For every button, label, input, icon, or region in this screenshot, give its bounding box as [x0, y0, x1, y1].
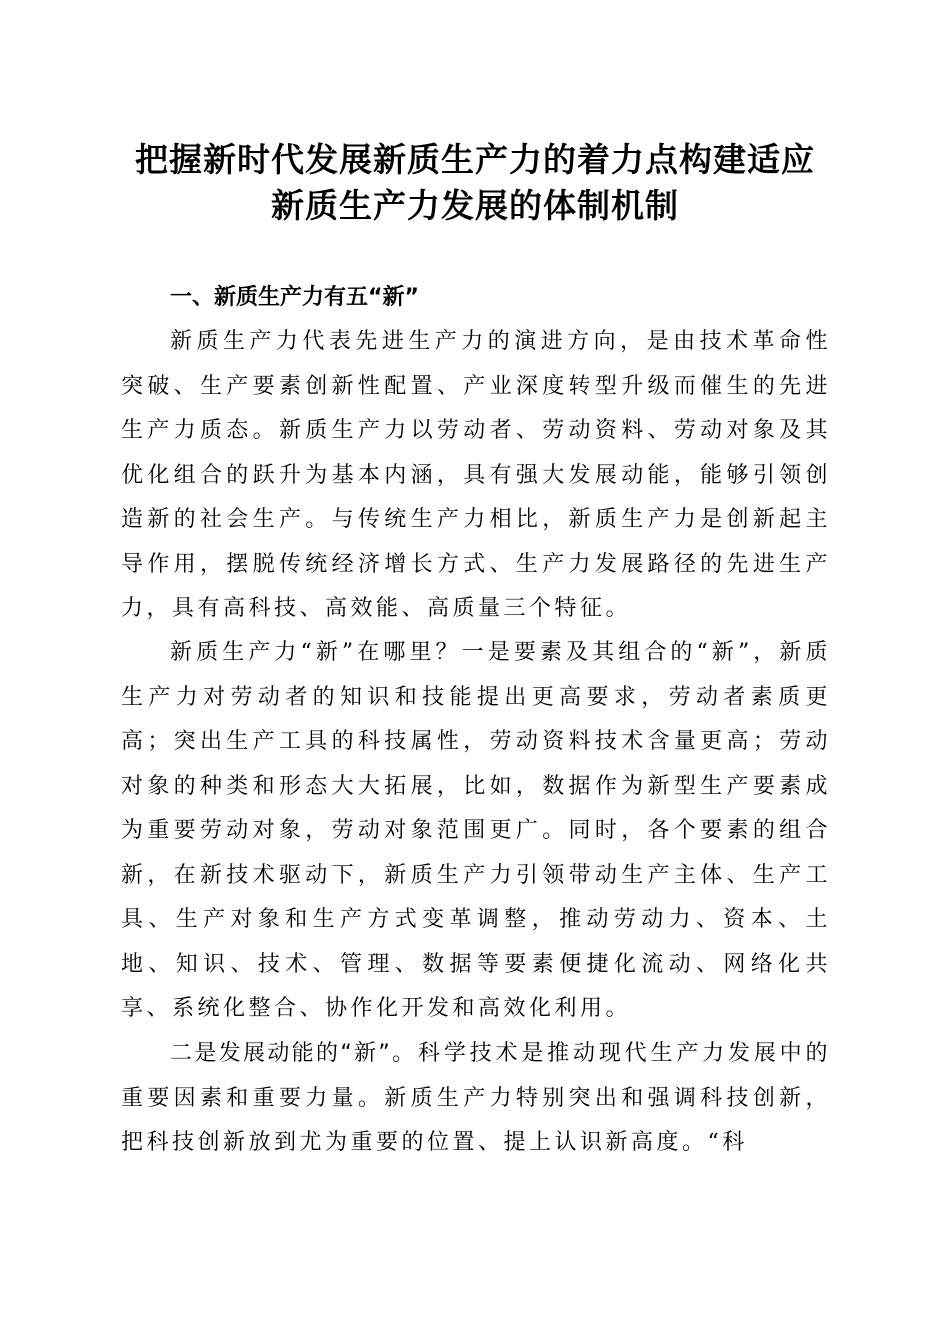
section-heading: 一、新质生产力有五“新”: [170, 285, 419, 310]
paragraph-3-text: 。科学技术是推动现代生产力发展中的重要因素和重要力量。新质生产力特别突出和强调科技创新，把科技创新放到尤为重要的位置、提上认识新高度。“科: [121, 1041, 831, 1155]
paragraph-2: 新质生产力“新”在哪里？一是要素及其组合的“新”，新质生产力对劳动者的知识和技能提出更高要求，劳动者素质更高；突出生产工具的科技属性，劳动资料技术含量更高；劳动对象的种类和形态大大拓展，比如，数据作为新型生产要素成为重要劳动对象，劳动对象范围更广。同时，各个要素的组合新，在新技术驱动下，新质生产力引领带动生产主体、生产工具、生产对象和生产方式变革调整，推动劳动力、资本、土地、知识、技术、管理、数据等要素便捷化流动、网络化共享、系统化整合、协作化开发和高效化利用。: [121, 640, 831, 1021]
paragraph-1: 新质生产力代表先进生产力的演进方向，是由技术革命性突破、生产要素创新性配置、产业深度转型升级而催生的先进生产力质态。新质生产力以劳动者、劳动资料、劳动对象及其优化组合的跃升为基本内涵，具有强大发展动能，能够引领创造新的社会生产。与传统生产力相比，新质生产力是创新起主导作用，摆脱传统经济增长方式、生产力发展路径的先进生产力，具有高科技、高效能、高质量三个特征。: [121, 329, 831, 621]
document-title-line-2: 新质生产力发展的体制机制: [271, 186, 679, 225]
paragraph-3-lead: 二是发展动能的“新”: [170, 1041, 392, 1066]
paragraph-3: [121, 1032, 831, 1166]
document-title-line-1: 把握新时代发展新质生产力的着力点构建适应: [135, 140, 815, 179]
